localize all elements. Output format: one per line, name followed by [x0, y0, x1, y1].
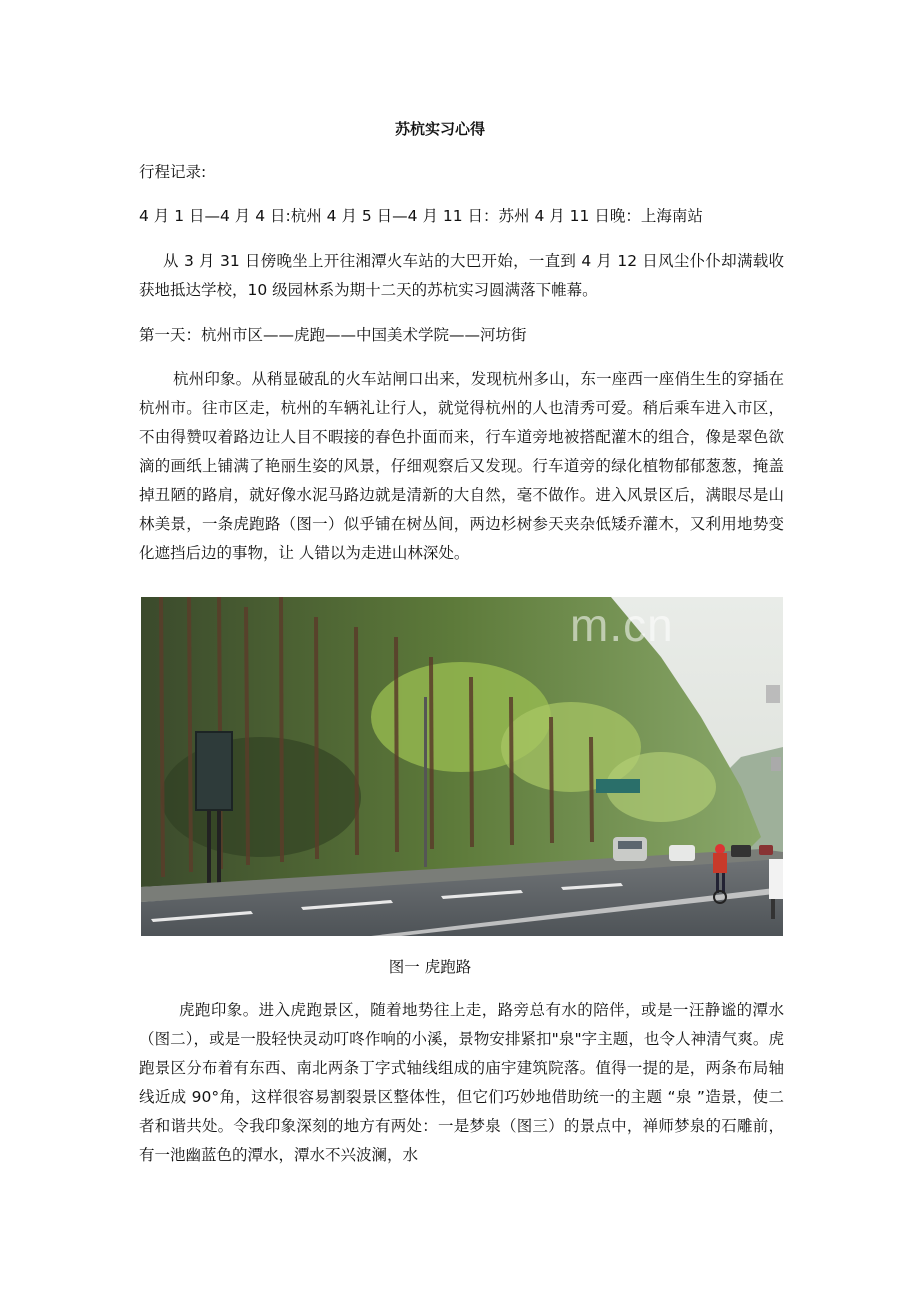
- itinerary-label: 行程记录:: [139, 163, 207, 181]
- hupao-road-photo: [141, 597, 783, 936]
- document-title: 苏杭实习心得: [394, 120, 485, 138]
- itinerary-dates: 4 月 1 日—4 月 4 日:杭州 4 月 5 日—4 月 11 日：苏州 4 月 11 日晚：上海南站: [139, 207, 703, 225]
- figure-caption: 图一 虎跑路: [388, 958, 472, 976]
- day1-heading: 第一天：杭州市区——虎跑——中国美术学院——河坊街: [139, 326, 527, 344]
- image-watermark: m.cn: [570, 599, 674, 651]
- hupao-impression-paragraph: 虎跑印象。进入虎跑景区，随着地势往上走，路旁总有水的陪伴，或是一汪静谧的潭水（图二），或是一股轻快灵动叮咚作响的小溪，景物安排紧扣"泉"字主题，也令人神清气爽。虎跑景区分布着有东西、南北两条丁字式轴线组成的庙宇建筑院落。值得一提的是，两条布局轴线近成 90°角，这样很容易割裂景区整体性，但它们巧妙地借助统一的主题 “泉 ”造景，使二者和谐共处。令我印象深刻的地方有两处：一是梦泉（图三）的景点中，禅师梦泉的石雕前，有一池幽蓝色的潭水，潭水不兴波澜，水: [139, 1001, 784, 1164]
- intro-paragraph: 从 3 月 31 日傍晚坐上开往湘潭火车站的大巴开始，一直到 4 月 12 日风尘仆仆却满载收获地抵达学校，10 级园林系为期十二天的苏杭实习圆满落下帷幕。: [139, 252, 784, 299]
- hangzhou-impression-paragraph: 杭州印象。从稍显破乱的火车站闸口出来，发现杭州多山，东一座西一座俏生生的穿插在杭州市。往市区走，杭州的车辆礼让行人，就觉得杭州的人也清秀可爱。稍后乘车进入市区，不由得赞叹着路边让人目不暇接的春色扑面而来，行车道旁地被搭配灌木的组合，像是翠色欲滴的画纸上铺满了艳丽生姿的风景，仔细观察后又发现。行车道旁的绿化植物郁郁葱葱，掩盖掉丑陋的路肩，就好像水泥马路边就是清新的大自然，毫不做作。进入风景区后，满眼尽是山林美景，一条虎跑路（图一）似乎铺在树丛间，两边杉树参天夹杂低矮乔灌木，又利用地势变化遮挡后边的事物，让 人错以为走进山林深处。: [139, 370, 784, 562]
